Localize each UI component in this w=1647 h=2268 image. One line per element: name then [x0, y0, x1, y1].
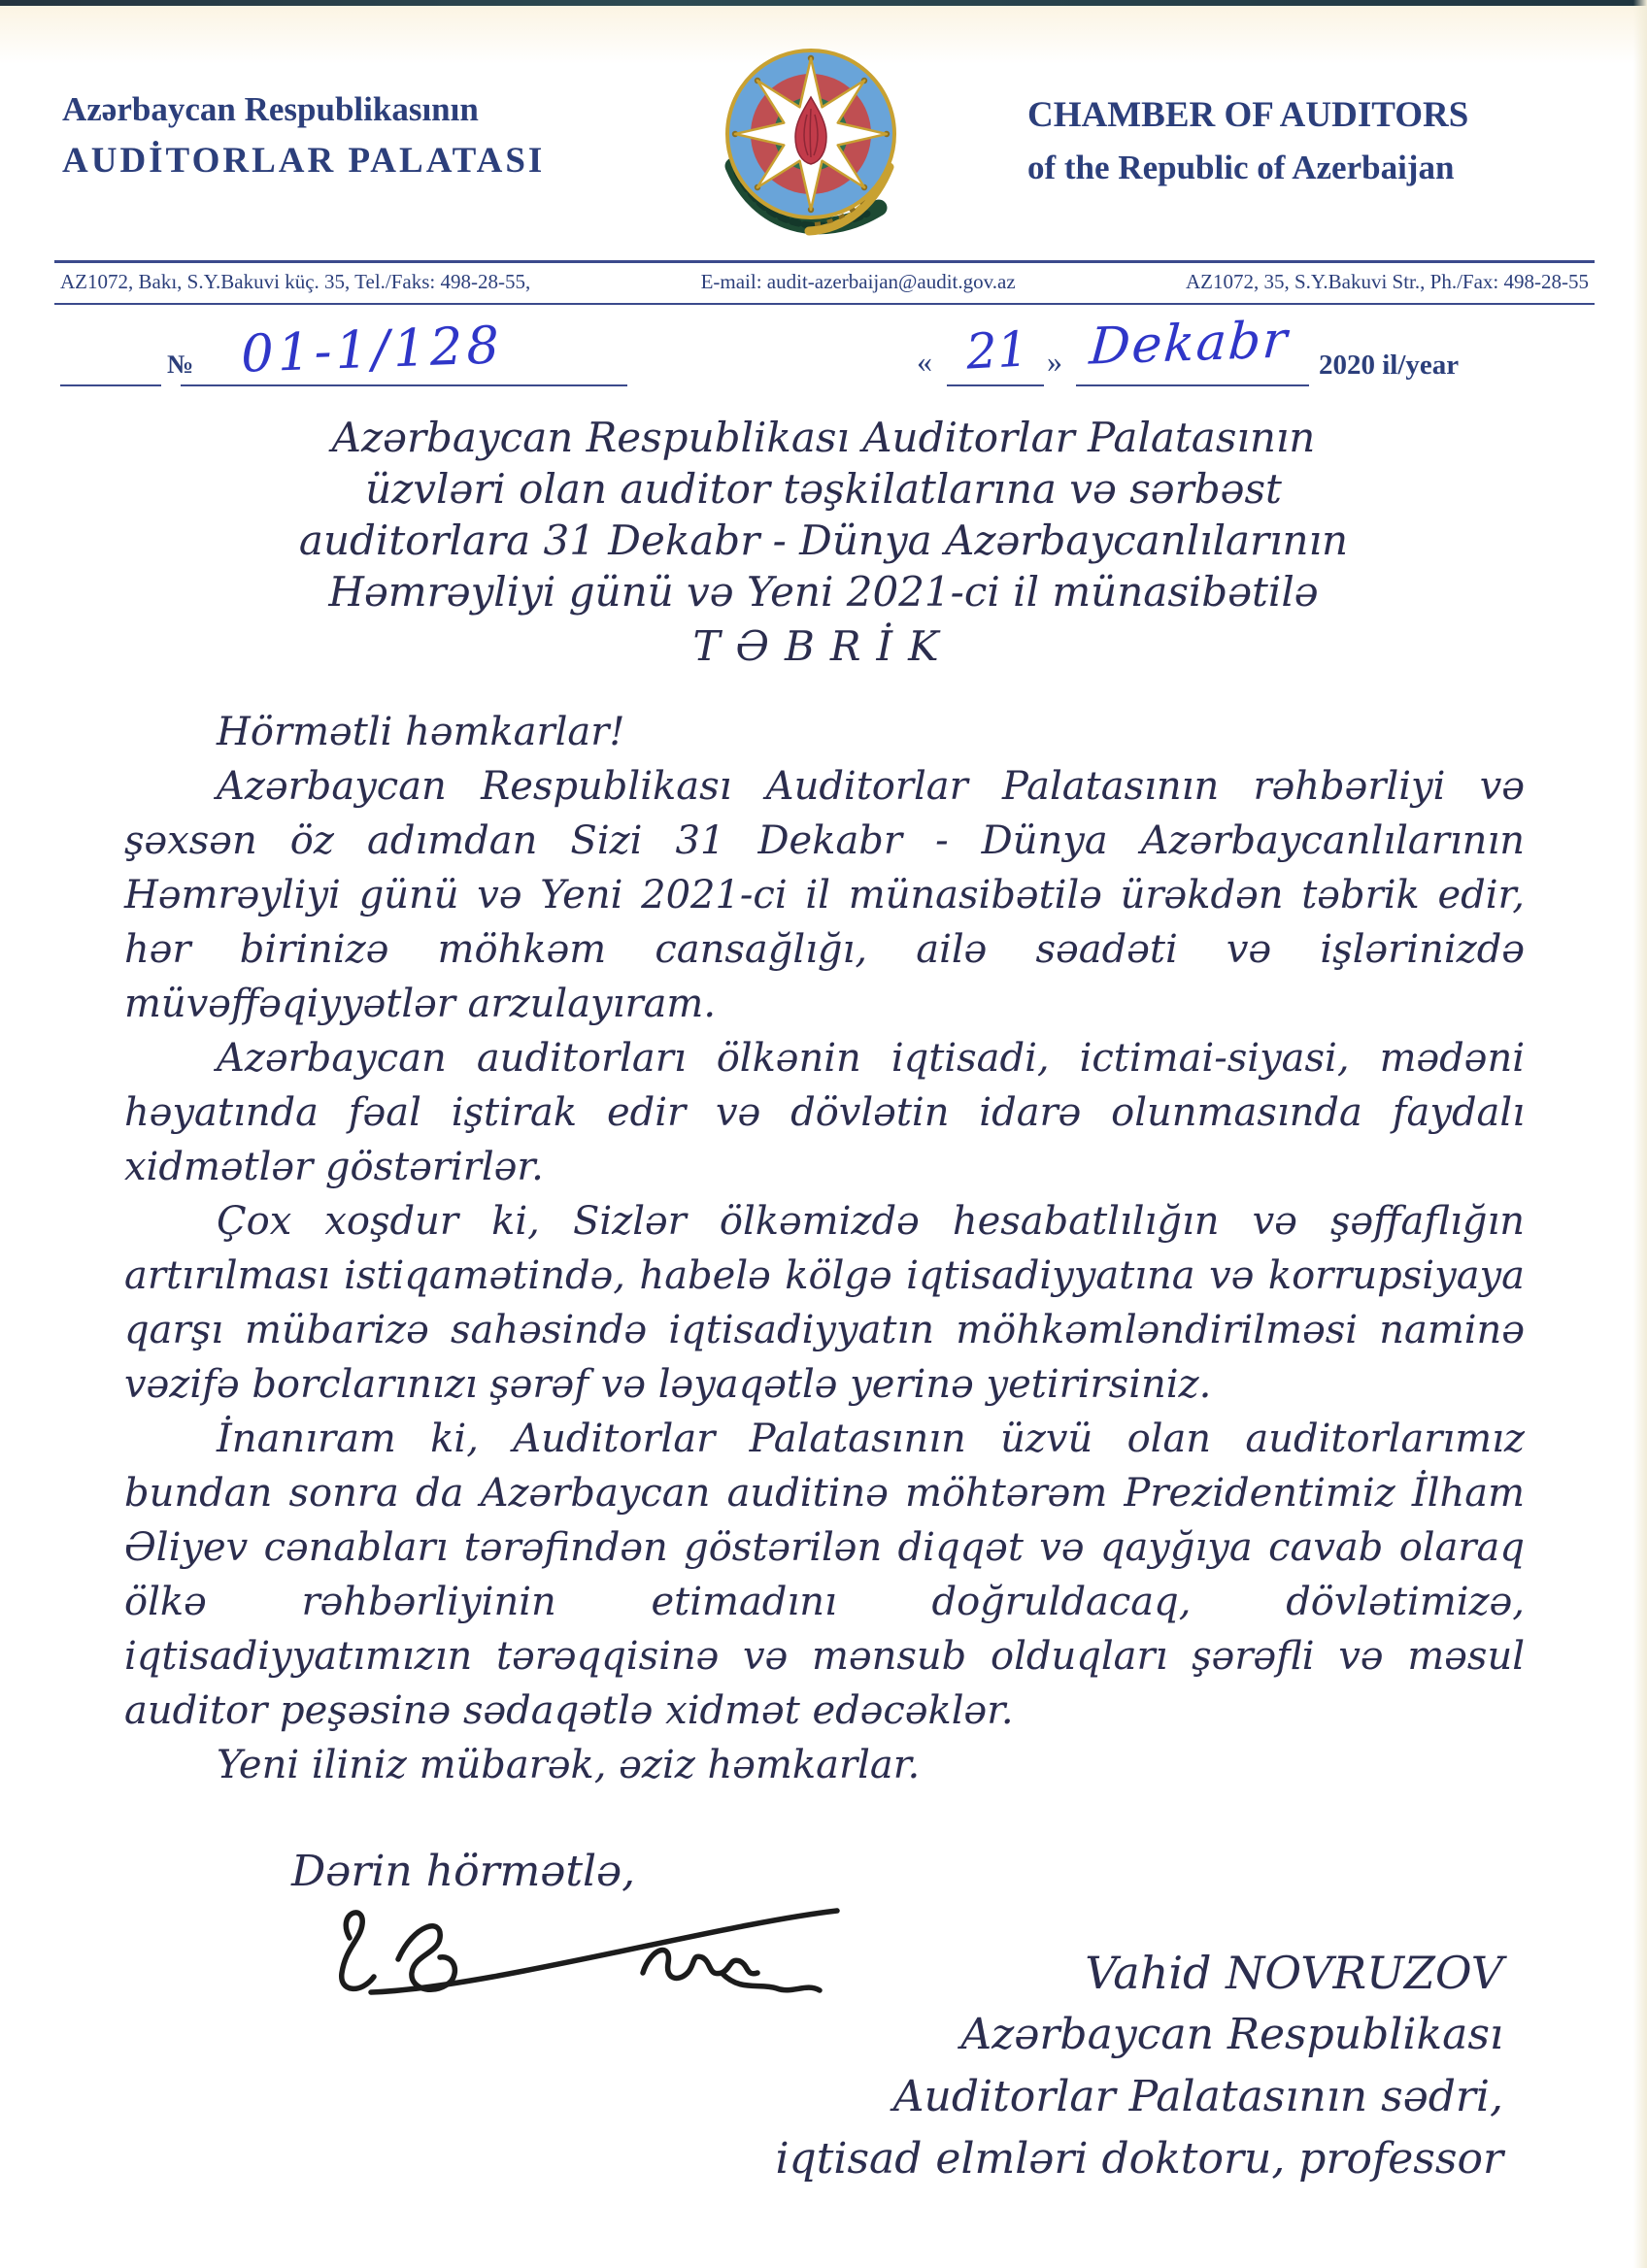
azerbaijan-coat-of-arms-icon — [714, 37, 908, 249]
date-rule-day — [947, 384, 1044, 386]
date-quote-close: » — [1047, 344, 1062, 379]
org-az-line1: Azərbaycan Respublikasının — [62, 90, 479, 128]
org-name-english — [1027, 89, 1600, 193]
date-rule-month — [1076, 384, 1309, 386]
salutation: Hörmətli həmkarlar! — [217, 710, 625, 754]
signature-block — [726, 1942, 1503, 2190]
letter-title — [221, 412, 1426, 672]
ref-number-label: № — [167, 350, 194, 379]
signer-title: iqtisad elmləri doktoru, professor — [775, 2134, 1503, 2184]
signer-title: Azərbaycan Respublikası — [960, 2010, 1503, 2059]
org-en-line2: of the Republic of Azerbaijan — [1027, 148, 1455, 186]
body-paragraph: Çox xoşdur ki, Sizlər ölkəmizdə hesabatlılığın və şəffaflığın artırılması istiqamətində, habelə kölgə iqtisadiyyatına və korrupsiyaya qarşı mübarizə sahəsində iqtisadiyyatın möhkəmləndirilməsi naminə vəzifə borclarınızı şərəf və ləyaqətlə yerinə yetirirsiniz. — [124, 1199, 1525, 1407]
body-paragraph: Azərbaycan auditorları ölkənin iqtisadi, ictimai-siyasi, mədəni həyatında fəal iştirak edir və dövlətin idarə olunmasında faydalı xidmətlər göstərirlər. — [124, 1036, 1525, 1189]
ref-rule-left — [60, 384, 161, 386]
title-tabrik: TƏBRİK — [692, 622, 955, 670]
letter-body — [124, 705, 1525, 1792]
title-line: Həmrəyliyi günü və Yeni 2021-ci il münasibətilə — [328, 568, 1319, 616]
org-az-line2: AUDİTORLAR PALATASI — [62, 140, 546, 181]
body-paragraph: İnanıram ki, Auditorlar Palatasının üzvü olan auditorlarımız bundan sonra da Azərbaycan auditinə möhtərəm Prezidentimiz İlham Əliyev cənabları tərəfindən göstərilən diqqət və qayğıya cavab olaraq ölkə rəhbərliyinin etimadını doğruldacaq, dövlətimizə, iqtisadiyyatımızın tərəqqisinə və mənsub olduqları şərəfli və məsul auditor peşəsinə sədaqətlə xidmət edəcəklər. — [124, 1417, 1525, 1733]
address-english: AZ1072, 35, S.Y.Bakuvi Str., Ph./Fax: 498-28-55 — [1186, 270, 1589, 293]
valediction: Dərin hörmətlə, — [291, 1847, 636, 1896]
address-azerbaijani: AZ1072, Bakı, S.Y.Bakuvi küç. 35, Tel./Faks: 498-28-55, — [60, 270, 531, 293]
date-day-handwritten: 21 — [964, 320, 1030, 381]
title-line: Azərbaycan Respublikası Auditorlar Palatasının — [331, 414, 1316, 461]
signer-title: Auditorlar Palatasının sədri, — [892, 2072, 1503, 2121]
ref-number-handwritten: 01-1/128 — [240, 316, 505, 384]
org-name-azerbaijani — [62, 85, 645, 186]
email: E-mail: audit-azerbaijan@audit.gov.az — [700, 270, 1016, 293]
body-paragraph: Azərbaycan Respublikası Auditorlar Palatasının rəhbərliyi və şəxsən öz adımdan Sizi 31 Dekabr - Dünya Azərbaycanlılarının Həmrəyliyi günü və Yeni 2021-ci il münasibətilə ürəkdən təbrik edir, hər birinizə möhkəm cansağlığı, ailə səadəti və işlərinizdə müvəffəqiyyətlər arzulayıram. — [124, 764, 1525, 1026]
ref-rule-number — [181, 384, 627, 386]
date-month-handwritten: Dekabr — [1087, 311, 1292, 377]
signer-name: Vahid NOVRUZOV — [1085, 1947, 1503, 1999]
body-paragraph: Yeni iliniz mübarək, əziz həmkarlar. — [217, 1743, 921, 1787]
org-en-line1: CHAMBER OF AUDITORS — [1027, 95, 1469, 135]
contact-bar — [54, 260, 1595, 305]
title-line: üzvləri olan auditor təşkilatlarına və sərbəst — [365, 465, 1282, 513]
date-year-label: 2020 il/year — [1319, 350, 1460, 381]
title-line: auditorlara 31 Dekabr - Dünya Azərbaycanlılarının — [298, 517, 1349, 564]
date-quote-open: « — [917, 344, 932, 379]
reference-line — [0, 311, 1647, 416]
